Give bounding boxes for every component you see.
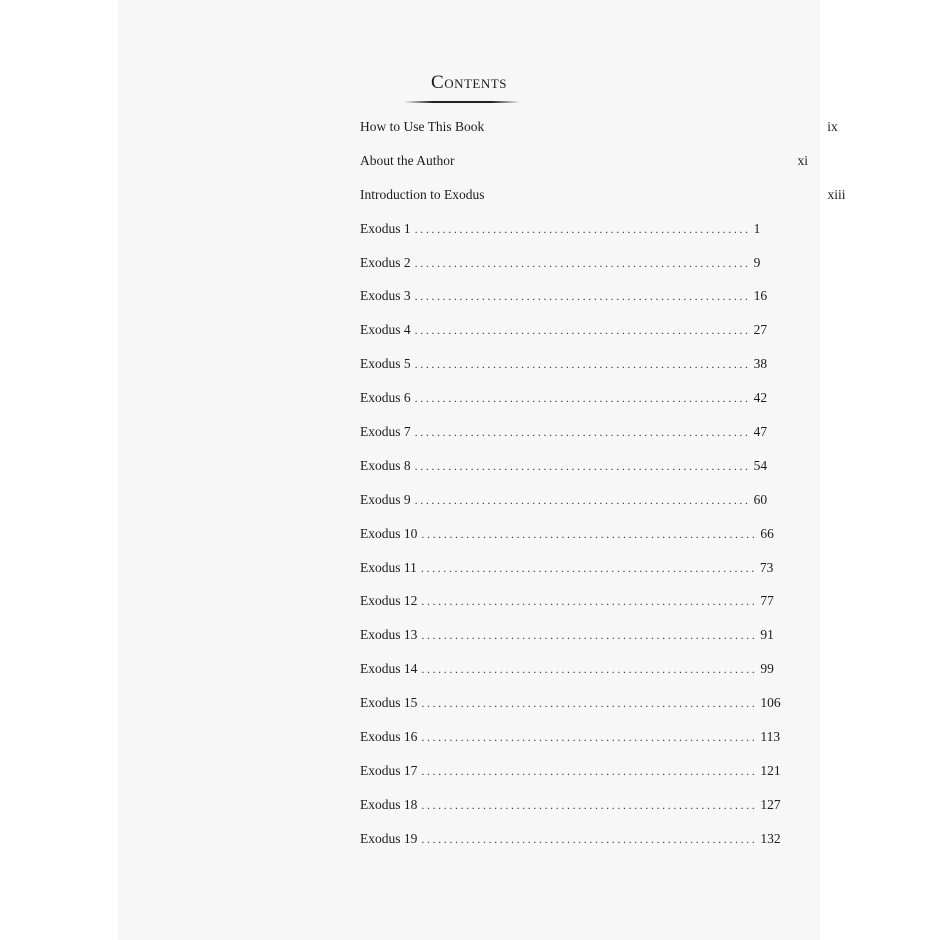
toc-entry-page-number: 9 [753, 254, 761, 270]
toc-dot-leader: ............................................................ [421, 594, 758, 609]
toc-dot-leader: ............................................................ [421, 526, 758, 541]
toc-entry-label: Exodus 14 [360, 661, 418, 677]
toc-entry [360, 387, 768, 421]
toc-dot-leader: ............................................................ [414, 391, 751, 406]
toc-entry [360, 557, 774, 591]
toc-entry-page-number: 60 [753, 491, 768, 507]
toc-entry-label: Exodus 10 [360, 525, 418, 541]
toc-entry-label: Exodus 13 [360, 627, 418, 643]
toc-entry-label: Exodus 17 [360, 762, 418, 778]
toc-entry [360, 218, 761, 252]
toc-entry-page-number: 113 [760, 729, 781, 745]
toc-dot-leader: ............................................................ [414, 289, 751, 304]
toc-dot-leader: ............................................................ [421, 730, 758, 745]
toc-entry-page-number: 121 [760, 762, 781, 778]
toc-dot-leader: ............................................................ [420, 560, 757, 575]
toc-entry [360, 794, 781, 828]
toc-entry-page-number: 47 [753, 424, 768, 440]
toc-entry-page-number: 106 [760, 695, 781, 711]
toc-entry-label: How to Use This Book [360, 119, 485, 134]
toc-dot-leader: ............................................................ [421, 696, 758, 711]
toc-entry-label: About the Author [360, 152, 455, 168]
toc-entry [360, 828, 781, 862]
toc-entry [360, 624, 774, 658]
toc-entry [360, 726, 781, 760]
toc-entry-label: Exodus 9 [360, 491, 411, 507]
toc-entry-page-number: 99 [760, 661, 774, 677]
toc-entry-page-number: ix [827, 119, 838, 134]
toc-entry [360, 421, 768, 455]
toc-entry [360, 455, 768, 489]
toc-entry [360, 116, 838, 150]
toc-dot-leader: ............................................................ [414, 357, 751, 372]
toc-dot-leader: ............................................................ [414, 458, 751, 473]
toc-entry-label: Exodus 6 [360, 390, 411, 406]
toc-entry-page-number: xiii [827, 186, 846, 202]
toc-entry [360, 760, 781, 794]
toc-entry-label: Exodus 2 [360, 254, 411, 270]
toc-entry-label: Exodus 12 [360, 593, 418, 609]
toc-entry [360, 184, 846, 218]
contents-title: Contents [431, 72, 507, 93]
toc-dot-leader: ............................................................ [414, 492, 751, 507]
toc-entry-label: Exodus 7 [360, 424, 411, 440]
toc-entry-label: Exodus 8 [360, 457, 411, 473]
table-of-contents [360, 116, 846, 862]
toc-dot-leader: ............................................................ [421, 831, 758, 846]
toc-entry-label: Exodus 15 [360, 695, 418, 711]
toc-entry [360, 353, 768, 387]
toc-dot-leader: ............................................................ [414, 323, 751, 338]
toc-entry-label: Exodus 19 [360, 830, 418, 846]
book-page [118, 0, 846, 940]
toc-dot-leader: ............................................................ [421, 662, 758, 677]
toc-entry-page-number: 54 [753, 457, 768, 473]
toc-entry [360, 319, 768, 353]
toc-dot-leader: ............................................................ [421, 763, 758, 778]
title-underline [404, 101, 520, 103]
toc-entry [360, 523, 774, 557]
toc-entry-label: Exodus 4 [360, 322, 411, 338]
toc-entry-page-number: 73 [759, 559, 774, 575]
toc-entry-page-number: 1 [753, 220, 761, 236]
toc-entry-page-number: 42 [753, 390, 768, 406]
toc-entry [360, 489, 768, 523]
toc-dot-leader: ............................................................ [414, 425, 751, 440]
toc-entry-page-number: 77 [760, 593, 774, 609]
toc-entry-page-number: 38 [753, 356, 768, 372]
toc-dot-leader: ............................................................ [421, 628, 758, 643]
toc-entry-page-number: 16 [753, 288, 768, 304]
toc-entry [360, 252, 761, 286]
toc-entry-page-number: xi [797, 152, 809, 168]
toc-dot-leader: ............................................................ [414, 255, 751, 270]
toc-entry [360, 285, 768, 319]
toc-entry-label: Exodus 1 [360, 220, 411, 236]
toc-entry-page-number: 27 [753, 322, 768, 338]
toc-entry-page-number: 66 [760, 525, 774, 541]
toc-entry-page-number: 127 [760, 796, 781, 812]
toc-dot-leader: ............................................................ [421, 797, 758, 812]
toc-entry-label: Exodus 5 [360, 356, 411, 372]
toc-entry [360, 692, 781, 726]
toc-dot-leader: ............................................................ [414, 221, 751, 236]
toc-entry-label: Introduction to Exodus [360, 186, 485, 202]
toc-entry-page-number: 132 [760, 830, 781, 846]
toc-entry [360, 658, 774, 692]
toc-entry [360, 590, 774, 624]
toc-entry [360, 150, 809, 184]
toc-entry-page-number: 91 [760, 627, 774, 643]
toc-entry-label: Exodus 18 [360, 796, 418, 812]
toc-entry-label: Exodus 16 [360, 729, 418, 745]
toc-entry-label: Exodus 11 [360, 559, 417, 575]
toc-entry-label: Exodus 3 [360, 288, 411, 304]
